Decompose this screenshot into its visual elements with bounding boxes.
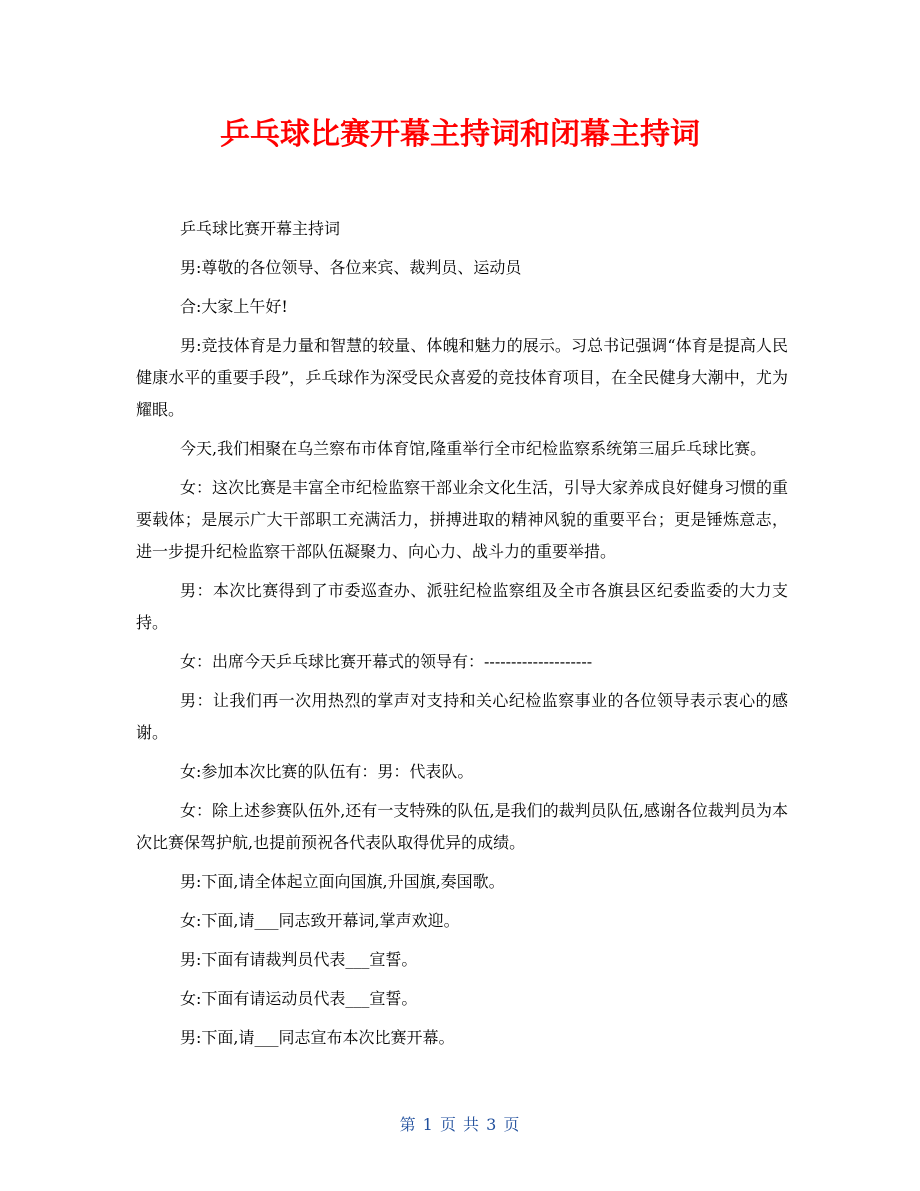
paragraph: 女:参加本次比赛的队伍有：男：代表队。 bbox=[180, 762, 474, 781]
paragraph: 今天,我们相聚在乌兰察布市体育馆,隆重举行全市纪检监察系统第三届乒乓球比赛。 bbox=[180, 439, 767, 458]
footer-middle: 页 共 bbox=[439, 1115, 481, 1134]
paragraph: 合:大家上午好! bbox=[180, 297, 288, 316]
footer-suffix: 页 bbox=[503, 1115, 521, 1134]
footer-prefix: 第 bbox=[399, 1115, 417, 1134]
paragraph: 女:下面,请___同志致开幕词,掌声欢迎。 bbox=[180, 911, 460, 930]
paragraph: 男：本次比赛得到了市委巡查办、派驻纪检监察组及全市各旗县区纪委监委的大力支持。 bbox=[136, 581, 788, 632]
paragraph: 男:下面有请裁判员代表___宣誓。 bbox=[180, 950, 418, 969]
footer-page-number: 1 bbox=[422, 1115, 434, 1134]
paragraph: 乒乓球比赛开幕主持词 bbox=[180, 219, 341, 238]
paragraph: 女：除上述参赛队伍外,还有一支特殊的队伍,是我们的裁判员队伍,感谢各位裁判员为本次比赛保驾护航,也提前预祝各代表队取得优异的成绩。 bbox=[136, 801, 788, 852]
paragraph: 男:竞技体育是力量和智慧的较量、体魄和魅力的展示。习总书记强调“体育是提高人民健康水平的重要手段”，乒乓球作为深受民众喜爱的竞技体育项目，在全民健身大潮中，尤为耀眼。 bbox=[136, 336, 788, 419]
paragraph: 男：让我们再一次用热烈的掌声对支持和关心纪检监察事业的各位领导表示衷心的感谢。 bbox=[136, 691, 788, 742]
paragraph: 男:下面,请___同志宣布本次比赛开幕。 bbox=[180, 1028, 455, 1047]
paragraph: 男:尊敬的各位领导、各位来宾、裁判员、运动员 bbox=[180, 258, 522, 277]
page-footer bbox=[0, 1113, 920, 1137]
paragraph: 男:下面,请全体起立面向国旗,升国旗,奏国歌。 bbox=[180, 872, 505, 891]
paragraph: 女:下面有请运动员代表___宣誓。 bbox=[180, 989, 418, 1008]
paragraph: 女：这次比赛是丰富全市纪检监察干部业余文化生活，引导大家养成良好健身习惯的重要载体；是展示广大干部职工充满活力，拼搏进取的精神风貌的重要平台；更是锤炼意志，进一步提升纪检监察干部队伍凝聚力、向心力、战斗力的重要举措。 bbox=[136, 478, 789, 561]
document-title: 乒乓球比赛开幕主持词和闭幕主持词 bbox=[220, 117, 700, 152]
document-body bbox=[136, 213, 788, 1061]
paragraph: 女：出席今天乒乓球比赛开幕式的领导有：-------------------- bbox=[180, 652, 593, 671]
footer-total-pages: 3 bbox=[486, 1115, 498, 1134]
